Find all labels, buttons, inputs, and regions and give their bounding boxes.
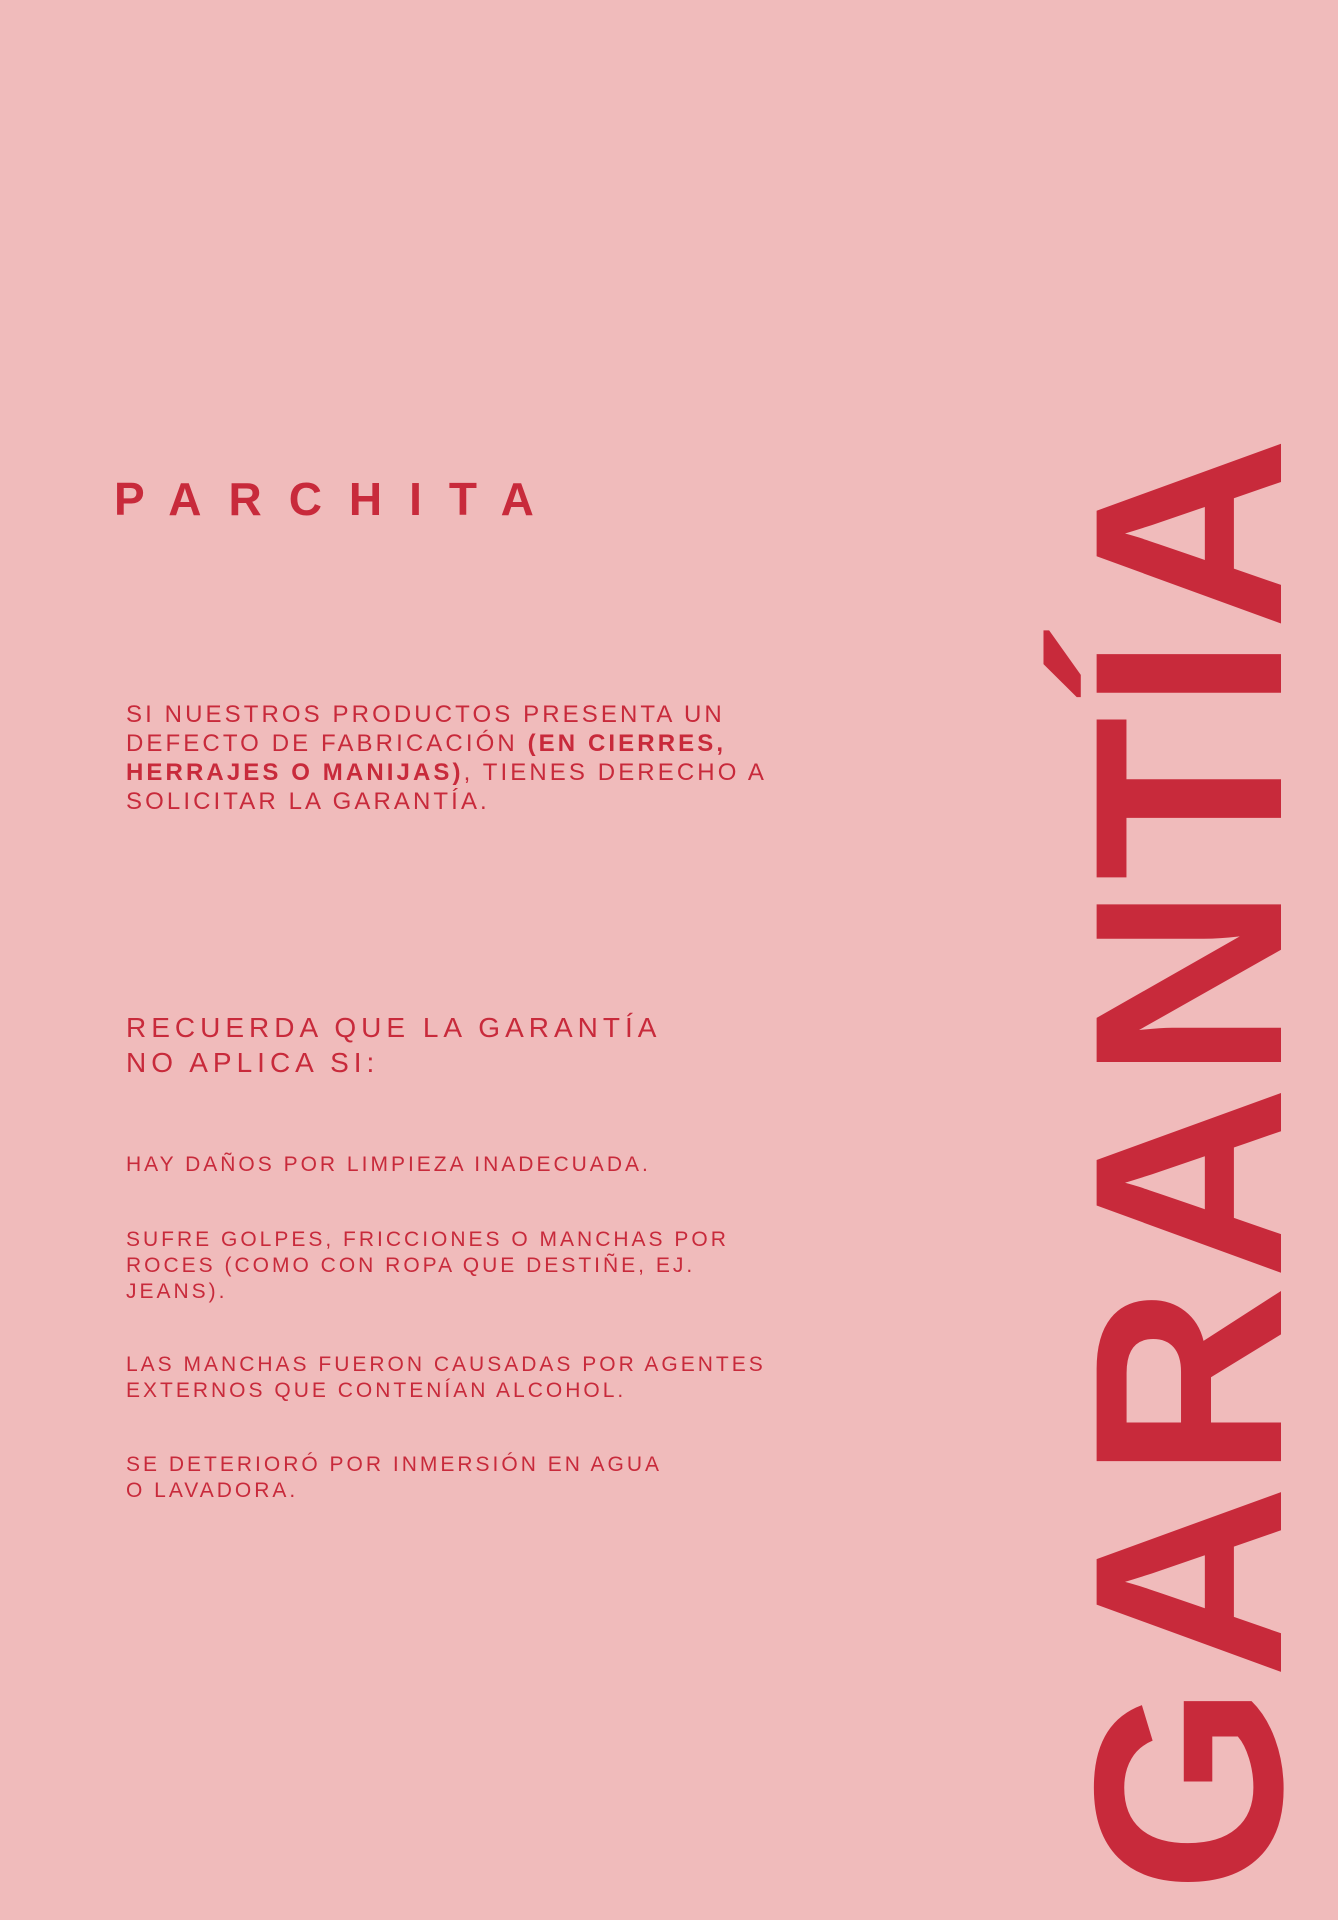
intro-text-part2: , TIENES DERECHO A SOLICITAR LA GARANTÍA. [126, 759, 766, 815]
intro-text-bold: (EN CIERRES, HERRAJES O MANIJAS) [126, 730, 727, 786]
exclusion-item: SUFRE GOLPES, FRICCIONES O MANCHAS POR ROCES (COMO CON ROPA QUE DESTIÑE, EJ. JEANS). [126, 1228, 729, 1303]
exclusion-item: LAS MANCHAS FUERON CAUSADAS POR AGENTES EXTERNOS QUE CONTENÍAN ALCOHOL. [126, 1353, 766, 1402]
exclusions-heading [126, 1010, 766, 1080]
exclusion-item: SE DETERIORÓ POR INMERSIÓN EN AGUA O LAVADORA. [126, 1453, 661, 1502]
exclusions-heading-line2: NO APLICA SI: [126, 1047, 380, 1078]
exclusion-item: HAY DAÑOS POR LIMPIEZA INADECUADA. [126, 1153, 651, 1176]
exclusions-heading-line1: RECUERDA QUE LA GARANTÍA [126, 1012, 662, 1043]
intro-paragraph [126, 700, 846, 816]
brand-logo-text: PARCHITA [114, 473, 561, 525]
intro-text-part1: SI NUESTROS PRODUCTOS PRESENTA UN DEFECTO DE FABRICACIÓN [126, 701, 725, 757]
brand-logo [114, 473, 561, 525]
side-title: GARANTÍA [1038, 430, 1338, 1893]
